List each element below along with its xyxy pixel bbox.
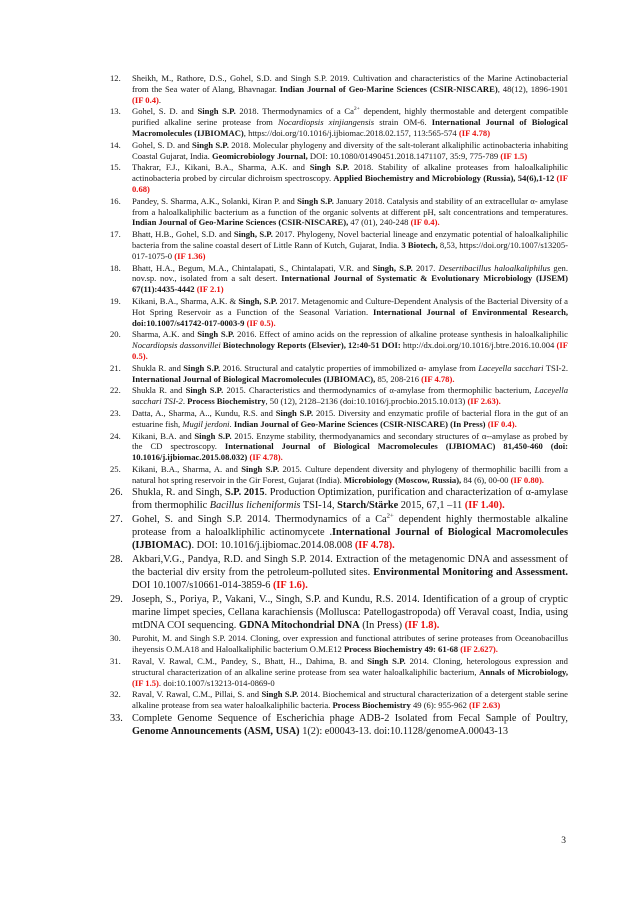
reference-text — [132, 553, 568, 592]
reference-segment: GDNA Mitochondrial DNA — [238, 620, 360, 632]
reference-text — [132, 656, 568, 688]
impact-factor: (IF 0.5). — [246, 317, 276, 328]
reference-segment: International Journal of Biological Macromolecules (IJBIOMAC) — [132, 527, 568, 552]
reference-segment: Raval, V. Rawal, C.M., Pillai, S. and — [132, 689, 262, 700]
reference-segment: . — [158, 94, 162, 105]
reference-number: 19. — [110, 295, 121, 306]
reference-text — [132, 363, 568, 385]
reference-segment: Joseph, S., Poriya, P., Vakani, V.., Singh, S.P. and Kundu, R.S. 2014. Identification of a group of cryptic marine limpet species, Cellana karachiensis (Mollusca: Patellogastropoda) off Veraval coast, India, using mtDNA COI sequencing. — [132, 594, 568, 632]
reference-segment: Singh S.P. — [192, 139, 229, 150]
reference-segment: 2014. Biochemical and structural characterization of a detergent stable serine alkaline protease from sea water haloalkaliphilic bacteria. — [132, 689, 568, 711]
reference-item — [110, 385, 568, 407]
reference-segment: Microbiology (Moscow, Russia), — [343, 474, 462, 485]
reference-segment: Applied Biochemistry and Microbiology (Russia), 54(6),1-12 — [333, 173, 557, 184]
reference-text — [132, 633, 568, 655]
reference-item — [110, 689, 568, 711]
reference-segment: Singh, S.P. — [372, 262, 413, 273]
reference-segment: Singh, S.P. — [238, 295, 278, 306]
impact-factor: (IF 1.5) — [500, 150, 528, 161]
reference-segment: Environmental Monitoring and Assessment. — [373, 567, 569, 579]
impact-factor: (IF 1.8). — [404, 620, 440, 632]
reference-segment: Singh S.P. — [297, 195, 334, 206]
reference-text — [132, 140, 568, 162]
reference-segment: Gohel, S. D. and — [132, 106, 198, 117]
reference-text — [132, 431, 568, 463]
reference-segment: Biotechnology Reports (Elsevier), 12:40-51 DOI: — [222, 340, 401, 351]
reference-text — [132, 162, 568, 194]
reference-segment: January 2018. Catalysis and stability of an extracellular α- amylase from a haloalkaliphilic bacterium as a function of the organic solvents at different pH, salt concentrations and temperatures. — [132, 195, 568, 217]
reference-segment: 8,53, https://doi.org/10.1007/s13205-017-1075-0 — [132, 239, 569, 261]
reference-segment: Nocardiopsis dassonvillei — [132, 340, 221, 351]
reference-item — [110, 263, 568, 295]
reference-text — [132, 593, 568, 632]
reference-item — [110, 229, 568, 261]
reference-text — [132, 263, 568, 295]
reference-segment: Indian Journal of Geo-Marine Sciences (CSIR-NISCARE) (In Press) — [233, 418, 486, 429]
reference-segment: International Journal of Environmental Research, doi:10.1007/s41742-017-0003-9 — [132, 306, 568, 328]
reference-segment: Purohit, M. and Singh S.P. 2014. Cloning, over expression and functional attributes of serine proteases from Oceanobacillus iheyensis O.M.A18 and Haloalkaliphilic bacterium O.M.E12 — [132, 633, 568, 655]
reference-number: 18. — [110, 262, 121, 273]
reference-segment: Process Biochemistry — [332, 700, 411, 711]
reference-segment: Process Biochemistry 49: 61-68 — [343, 644, 461, 655]
reference-segment: Thakrar, F.J., Kikani, B.A., Sharma, A.K. and — [132, 162, 310, 173]
reference-segment: International Journal of Biological Macromolecules (IJBIOMAC), — [132, 373, 376, 384]
reference-item — [110, 106, 568, 138]
reference-segment: Desertibacillus haloalkaliphilus — [438, 262, 551, 273]
reference-segment: Laceyella sacchari — [478, 362, 544, 373]
reference-item — [110, 296, 568, 328]
reference-segment: Pandey, S. Sharma, A.K., Solanki, Kiran P. and — [132, 195, 298, 206]
reference-segment: 2014. Cloning, heterologous expression and structural characterization of an alkaline serine protease from sea water haloalkaliphilic bacterium, — [132, 656, 568, 677]
reference-number: 16. — [110, 195, 121, 206]
reference-segment: Kikani, B.A., Sharma, A. and — [132, 463, 242, 474]
impact-factor: (IF 2.1) — [196, 284, 224, 295]
reference-segment: Singh, S.P. — [233, 229, 273, 240]
reference-number: 31. — [110, 656, 121, 667]
impact-factor: (IF 0.5). — [132, 340, 568, 361]
reference-segment: Bacillus licheniformis — [209, 500, 301, 512]
reference-segment: Genome Announcements (ASM, USA) — [132, 726, 300, 738]
impact-factor: (IF 1.40). — [464, 500, 505, 512]
reference-segment: Gohel, S. and Singh S.P. 2014. Thermodynamics of a Ca — [132, 514, 387, 526]
reference-segment: Shukla, R. and Singh, — [132, 487, 225, 499]
reference-segment: strain OM-6. — [374, 117, 432, 128]
reference-item — [110, 140, 568, 162]
impact-factor: (IF 2.63) — [469, 700, 501, 711]
reference-segment: 2018. Stability of alkaline proteases from haloalkaliphilic actinobacteria probed by circular dichroism spectroscopy. — [132, 162, 568, 184]
reference-segment: International Journal of Biological Macromolecules (IJBIOMAC) 81,450-460 (doi: 10.1016/j.ijbiomac.2015.08.032) — [132, 441, 568, 463]
reference-segment: gen. nov.sp. nov., isolated from a salt desert. — [132, 262, 568, 284]
reference-item — [110, 712, 568, 738]
reference-segment: TSI-14, — [300, 500, 338, 512]
reference-segment: Geomicrobiology Journal, — [211, 150, 308, 161]
reference-segment: Sheikh, M., Rathore, D.S., Gohel, S.D. and Singh S.P. 2019. Cultivation and characteristics of the Marine Actinobacterial from the Sea water of Alang, Bhavnagar. — [132, 73, 568, 94]
reference-number: 25. — [110, 463, 121, 474]
reference-segment: http://dx.doi.org/10.1016/j.btre.2016.10.004 — [400, 340, 557, 351]
impact-factor: (IF 2.627). — [460, 644, 498, 655]
impact-factor: (IF 1.5) — [132, 677, 159, 688]
reference-segment: Mugil jerdoni — [182, 418, 230, 429]
reference-segment: . Production Optimization, purification and characterization of α-amylase from thermophilic — [132, 487, 568, 512]
reference-number: 26. — [110, 487, 123, 499]
reference-segment: Singh S.P. — [261, 689, 299, 700]
reference-segment: International Journal of Systematic & Evolutionary Microbiology (IJSEM) 67(11):4435-4442 — [132, 273, 568, 295]
reference-segment: Process Biochemistry — [187, 396, 266, 407]
reference-text — [132, 689, 568, 711]
reference-segment: Bhatt, H.B., Gohel, S.D. and — [132, 229, 234, 240]
reference-number: 17. — [110, 229, 121, 240]
reference-segment: 49 (6): 955-962 — [410, 700, 470, 711]
reference-segment: 1(2): e00043-13. doi:10.1128/genomeA.00043-13 — [299, 726, 509, 738]
impact-factor: (IF 0.68) — [132, 173, 568, 194]
reference-segment: 2018. Molecular phylogeny and diversity of the salt-tolerant alkaliphilic actinobacteria inhabiting Coastal Gujarat, India. — [132, 139, 568, 161]
reference-segment: 2018. Thermodynamics of a Ca — [235, 106, 354, 117]
reference-item — [110, 162, 568, 194]
reference-segment: , 48(12), 1896-1901 — [497, 83, 568, 94]
reference-text — [132, 106, 568, 138]
reference-segment: Singh S.P. — [275, 407, 314, 418]
reference-segment: 47 (01), 240-248 — [348, 217, 411, 228]
impact-factor: (IF 2.63). — [467, 396, 501, 407]
impact-factor: (IF 4.78) — [458, 127, 491, 138]
reference-text — [132, 196, 568, 228]
reference-segment: Singh S.P. — [183, 362, 221, 373]
reference-item — [110, 73, 568, 105]
reference-item — [110, 196, 568, 228]
reference-segment: Annals of Microbiology, — [479, 666, 568, 677]
reference-segment: Akbari,V.G., Pandya, R.D. and Singh S.P. 2014. Extraction of the metagenomic DNA and assessment of the bacterial div ersity from the petroleum-polluted sites. — [132, 554, 568, 579]
reference-number: 22. — [110, 385, 121, 396]
reference-segment: Shukla R. and — [132, 385, 186, 396]
reference-list — [110, 73, 568, 739]
reference-segment: Sharma, A.K. and — [132, 329, 198, 340]
reference-segment: . — [182, 396, 188, 407]
reference-segment: 2016. Structural and catalytic properties of immobilized α- amylase from — [220, 362, 479, 373]
reference-segment: Singh S.P. — [241, 463, 280, 474]
reference-segment: Singh S.P. — [309, 162, 350, 173]
reference-segment: Shukla R. and — [132, 362, 184, 373]
reference-segment: Kikani, B.A. and — [132, 430, 195, 441]
reference-segment: S.P. 2015 — [224, 487, 265, 499]
reference-segment: TSI-2. — [543, 362, 568, 373]
impact-factor: (IF 0.4). — [487, 418, 517, 429]
reference-number: 23. — [110, 407, 121, 418]
reference-segment: Bhatt, H.A., Begum, M.A., Chintalapati, S., Chintalapati, V.R. and — [132, 262, 373, 273]
reference-segment: (In Press) — [359, 620, 405, 632]
reference-number: 28. — [110, 554, 123, 566]
reference-segment: 2015. Characteristics and thermodynamics of α-amylase from thermophilic bacterium, — [223, 385, 535, 396]
reference-number: 24. — [110, 430, 121, 441]
impact-factor: (IF 4.78). — [421, 373, 455, 384]
reference-item — [110, 431, 568, 463]
reference-text — [132, 408, 568, 430]
reference-number: 30. — [110, 633, 121, 644]
reference-text — [132, 712, 568, 738]
reference-segment: 2015, 67,1 –11 — [398, 500, 465, 512]
reference-number: 12. — [110, 73, 121, 83]
reference-segment: Kikani, B.A., Sharma, A.K. & — [132, 295, 239, 306]
reference-item — [110, 633, 568, 655]
reference-segment: Datta, A., Sharma, A.., Kundu, R.S. and — [132, 407, 276, 418]
reference-segment: . — [229, 418, 234, 429]
reference-item — [110, 363, 568, 385]
impact-factor: (IF 4.78). — [354, 540, 395, 552]
reference-segment: Singh S.P. — [197, 106, 236, 117]
reference-segment: 2017. — [412, 262, 439, 273]
page-number: 3 — [561, 836, 566, 846]
reference-segment: Starch/Stärke — [337, 500, 399, 512]
impact-factor: (IF 4.78). — [249, 452, 283, 463]
reference-text — [132, 464, 568, 486]
reference-number: 27. — [110, 514, 123, 526]
impact-factor: (IF 0.4). — [410, 217, 440, 228]
reference-item — [110, 513, 568, 552]
reference-number: 15. — [110, 162, 121, 173]
reference-segment: DOI: 10.1080/01490451.2018.1471107, 35:9, 775-789 — [307, 150, 501, 161]
reference-segment: , 50 (12), 2128–2136 (doi:10.1016/j.procbio.2015.10.013) — [265, 396, 468, 407]
reference-text — [132, 329, 568, 361]
reference-segment: 3 Biotech, — [401, 239, 438, 250]
reference-item — [110, 656, 568, 688]
reference-text — [132, 296, 568, 328]
reference-segment: Singh S.P. — [367, 656, 406, 667]
reference-segment: Gohel, S. D. and — [132, 139, 193, 150]
reference-segment: DOI 10.1007/s10661-014-3859-6 — [132, 580, 273, 592]
reference-item — [110, 408, 568, 430]
reference-item — [110, 464, 568, 486]
reference-number: 20. — [110, 329, 121, 340]
reference-segment: , https://doi.org/10.1016/j.ijbiomac.2018.02.157, 113:565-574 — [243, 127, 459, 138]
reference-item — [110, 329, 568, 361]
reference-segment: Nocardiopsis xinjiangensis — [278, 117, 375, 128]
impact-factor: (IF 0.80). — [510, 474, 544, 485]
reference-segment: 2017. Phylogeny, Novel bacterial lineage and enzymatic potential of haloalkaliphilic bacteria from the saline coastal desert of Little Rann of Kutch, Gujarat, India. — [132, 229, 569, 250]
reference-segment: Singh S.P. — [185, 385, 224, 396]
reference-segment: 2+ — [386, 513, 394, 521]
reference-segment: Complete Genome Sequence of Escherichia phage ADB-2 Isolated from Fecal Sample of Poultry, — [132, 713, 568, 725]
reference-segment: dependent highly thermostable alkaline protease from a haloalkliphilic actinomycete . — [132, 514, 568, 539]
reference-segment: 2015. Culture dependent diversity and phylogeny of thermophilic bacilli from a natural hot spring reservoir in the Gir Forest, Gujarat (India). — [132, 463, 568, 485]
reference-segment: Indian Journal of Geo-Marine Sciences (CSIR-NISCARE), — [132, 217, 349, 228]
reference-segment: Singh S.P. — [197, 329, 235, 340]
reference-text — [132, 486, 568, 512]
reference-segment: International Journal of Biological Macromolecules (IJBIOMAC) — [132, 117, 568, 138]
reference-segment: Singh S.P. — [194, 430, 232, 441]
reference-segment: 2016. Effect of amino acids on the repression of alkaline protease synthesis in haloalkaliphilic — [234, 329, 568, 340]
reference-segment: 84 (6), 00-00 — [461, 474, 511, 485]
reference-segment: 2015. Enzyme stability, thermodyanamics and secondary structures of α--amylase as probed by the CD spectroscopy. — [132, 430, 568, 452]
reference-item — [110, 593, 568, 632]
reference-segment: 2+ — [353, 106, 360, 113]
impact-factor: (IF 0.4) — [132, 94, 159, 105]
reference-segment: 2017. Metagenomic and Culture-Dependent Analysis of the Bacterial Diversity of a Hot Spring Reservoir as a Function of the Seasonal Variation. — [132, 295, 568, 317]
reference-segment: Indian Journal of Geo-Marine Sciences (CSIR-NISCARE) — [279, 83, 498, 94]
reference-segment: . DOI: 10.1016/j.ijbiomac.2014.08.008 — [191, 540, 355, 552]
reference-text — [132, 229, 568, 261]
reference-segment: . doi:10.1007/s13213-014-0869-0 — [158, 677, 275, 688]
reference-item — [110, 486, 568, 512]
reference-number: 13. — [110, 106, 121, 117]
reference-number: 29. — [110, 594, 123, 606]
reference-segment: 85, 208-216 — [375, 373, 422, 384]
reference-number: 21. — [110, 362, 121, 373]
reference-text — [132, 513, 568, 552]
reference-text — [132, 73, 568, 105]
reference-segment: Raval, V. Rawal, C.M., Pandey, S., Bhatt, H.., Dahima, B. and — [132, 656, 368, 667]
reference-number: 32. — [110, 689, 121, 700]
reference-number: 33. — [110, 713, 123, 725]
reference-number: 14. — [110, 139, 121, 150]
impact-factor: (IF 1.6). — [273, 580, 308, 592]
reference-segment: Laceyella sacchari TSI-2 — [132, 385, 568, 407]
reference-segment: dependent, highly thermostable and detergent compatible purified alkaline serine protease from — [132, 106, 569, 128]
reference-segment: 2015. Diversity and enzymatic profile of bacterial flora in the gut of an estuarine fish, — [132, 407, 568, 429]
impact-factor: (IF 1.36) — [174, 250, 206, 261]
reference-text — [132, 385, 568, 407]
reference-item — [110, 553, 568, 592]
